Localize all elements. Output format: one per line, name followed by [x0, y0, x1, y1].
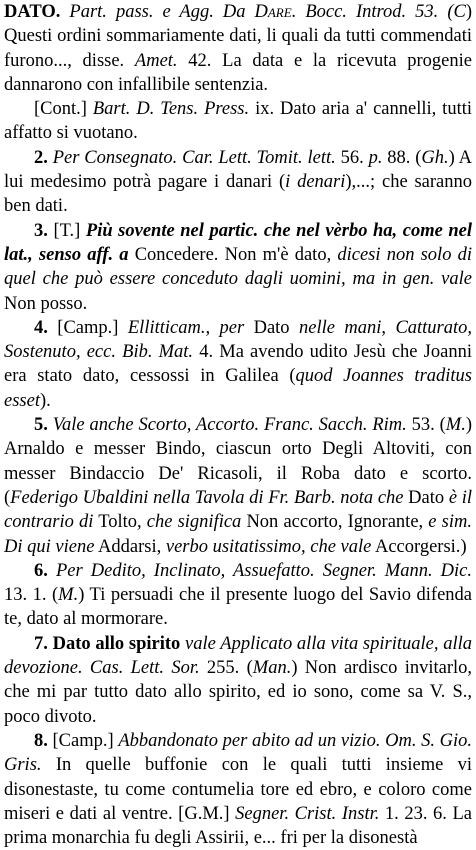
entry-text: verbo usitatissimo, che vale [165, 536, 372, 557]
entry-text: [Camp.] [47, 730, 119, 751]
entry-text: Per Consegnato. Car. Lett. Tomit. lett. [47, 147, 336, 168]
entry-text: Cas. Lett. Sor. [89, 658, 200, 679]
sense-number: 6. [34, 560, 48, 581]
entry-text: Part. pass. e Agg. Da [60, 2, 255, 22]
entry-sense-3 [4, 219, 472, 316]
entry-text: 13. 1. ( [4, 585, 59, 606]
entry-text: M. [58, 585, 79, 606]
entry-text: dicesi non solo di quel che può essere conceduto dagli uomini, ma in gen. vale [4, 244, 473, 290]
entry-text: . Bocc. Introd. 53. ( [291, 2, 454, 22]
entry-text: Più sovente nel partic. che nel vèrbo ha, come nel lat., senso aff. a [4, 220, 473, 265]
entry-text: Bart. D. Tens. Press. [92, 99, 250, 120]
entry-sense-8 [4, 729, 472, 850]
entry-text: ). [39, 390, 51, 411]
entry-text: ) Questi ordini sommariamente dati, li quali da tutti commendati furono..., disse. [4, 2, 473, 71]
entry-text: Non posso. [4, 293, 88, 314]
entry-text: Addarsi, [94, 536, 166, 557]
entry-text: p. [368, 147, 383, 168]
entry-text: Ellitticam., per [127, 317, 245, 338]
entry-text: ) Non ardisco invitarlo, che mi par tutto dato allo spirito, ed io sono, come sa V. S., poco divoto. [4, 658, 472, 727]
entry-text: nelle mani [298, 317, 382, 338]
entry-text: Vale anche Scorto, Accorto. Franc. Sacch. Rim. [47, 415, 407, 436]
entry-text: 88. ( [382, 147, 422, 168]
entry-text: che significa [146, 512, 242, 533]
entry-text: Gh. [421, 147, 449, 168]
sense-number: 8. [34, 730, 48, 751]
entry-text: ) [460, 536, 467, 557]
entry-text: [T.] [47, 220, 86, 241]
entry-sense-cont [4, 97, 472, 146]
entry-text: ) Ti persuadi che il presente luogo del Savio difenda te, dato al mormorare. [4, 585, 472, 630]
entry-text: [Cont.] [34, 99, 93, 120]
entry-sense-5 [4, 413, 472, 559]
entry-text: vale [180, 633, 216, 654]
entry-text: Dato [403, 487, 449, 508]
entry-text: Tolto, [93, 512, 147, 533]
entry-text: Catturato, Sostenuto, ecc. Bib. Mat. [4, 317, 473, 363]
entry-text: ix. Dato aria a' cannelli, tutti affatto si vuotano. [4, 99, 472, 144]
entry-text: 56. [335, 147, 369, 168]
entry-text: Abbandonato per abito ad un vizio. Om. S. Gio. Gris. [4, 730, 473, 776]
entry-text: ) Arnaldo e messer Bindo, ciascun orto Degli Altoviti, con messer Bindaccio De' Ricasoli, il Roba dato e scorto. ( [4, 415, 472, 508]
sense-number: 2. [34, 147, 48, 168]
entry-text: 4. Ma avendo udito Jesù che Joanni era stato dato, cessossi in Galilea ( [4, 342, 472, 387]
sense-number: 3. [34, 220, 48, 241]
entry-sense-2 [4, 146, 472, 219]
entry-text: ),...; che saranno ben dati. [4, 172, 472, 217]
entry-text: quod Joannes traditus esset [4, 366, 472, 411]
entry-text: 53. ( [406, 415, 446, 436]
entry-text: 255. ( [199, 658, 253, 679]
entry-text: è il contrario di [4, 487, 472, 533]
entry-text: e sim. Di qui viene [4, 512, 472, 557]
entry-dato-definition [4, 0, 472, 97]
entry-text: Accorgersi. [371, 536, 461, 557]
entry-sense-7 [4, 632, 472, 729]
entry-text: [Camp.] [47, 317, 128, 338]
entry-text: Federigo Ubaldini nella Tavola di Fr. Barb. nota che [10, 487, 404, 508]
entry-text: 1. 23. 6. La prima monarchia fu degli Assirii, e... fri per la disonestà [4, 803, 472, 849]
entry-text: Man. [252, 658, 292, 679]
entry-text: , [381, 317, 396, 338]
entry-text: 42. La data e la ricevuta progenie dannarono con infallibile sentenzia. [4, 50, 472, 95]
entry-text: Concedere. Non m'è dato, [128, 244, 338, 265]
sense-number: 4. [34, 317, 48, 338]
entry-text: Per Dedito, Inclinato, Assuefatto. Segner. Mann. Dic. [47, 560, 472, 581]
entry-text: Dato [244, 317, 299, 338]
sense-number: 7. Dato allo spirito [34, 633, 181, 654]
entry-text: Non accorto, Ignorante, [241, 512, 429, 533]
entry-sense-4 [4, 316, 472, 413]
entry-text: Amet. [134, 50, 178, 71]
entry-text: In quelle buffonie con le quali tutti insieme vi disonestaste, tu come contumelia tore ed ebro, e coloro come miseri e dati al ventre. [G.M.] [4, 755, 472, 824]
entry-text: i denari [285, 172, 346, 193]
entry-text: M. [445, 415, 466, 436]
entry-sense-6 [4, 559, 472, 632]
entry-text: ) A lui medesimo potrà pagare i danari ( [4, 147, 473, 193]
entry-text: Segner. Crist. Instr. [235, 803, 380, 824]
entry-text: C [453, 2, 466, 22]
headword: DATO. [4, 2, 61, 22]
entry-text: Dare [254, 2, 292, 22]
entry-text: Applicato alla vita spirituale, alla devozione. [4, 633, 472, 679]
dictionary-page [4, 0, 473, 849]
sense-number: 5. [34, 415, 48, 436]
